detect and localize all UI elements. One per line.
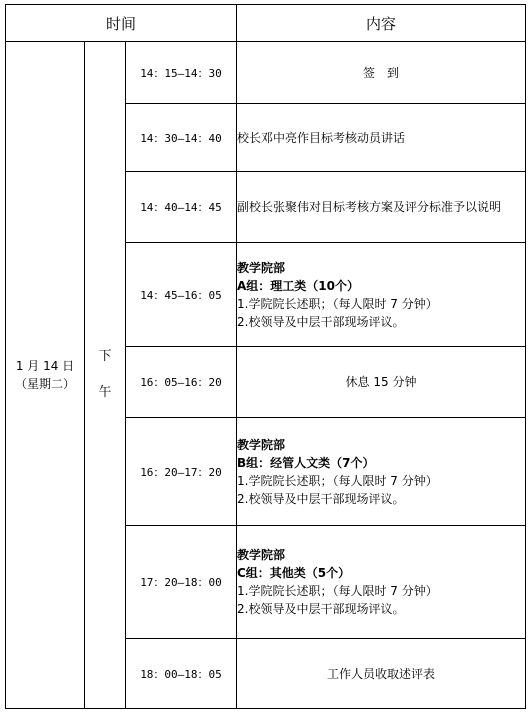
agenda-item: 工作人员收取述评表 — [237, 639, 526, 709]
agenda-item — [237, 418, 526, 526]
date-cell — [6, 42, 85, 709]
agenda-group: C组：其他类（5个） — [237, 566, 351, 580]
agenda-step-2: 2.校领导及中层干部现场评议。 — [237, 602, 405, 616]
agenda-step-2: 2.校领导及中层干部现场评议。 — [237, 491, 405, 506]
agenda-step-2: 2.校领导及中层干部现场评议。 — [237, 314, 405, 329]
header-row — [6, 5, 526, 42]
header-content: 内容 — [237, 5, 526, 42]
agenda-item: 休息 15 分钟 — [237, 347, 526, 418]
agenda-item: 签 到 — [237, 42, 526, 104]
agenda-item: 校长邓中亮作目标考核动员讲话 — [237, 104, 526, 172]
date-day: 1 月 14 日 — [15, 359, 75, 373]
afternoon-char-2: 午 — [98, 385, 112, 400]
time-slot: 14：45—16：05 — [126, 243, 237, 347]
time-slot: 14：40—14：45 — [126, 172, 237, 243]
agenda-step-1: 1.学院院长述职；（每人限时 7 分钟） — [237, 473, 438, 488]
afternoon-cell — [85, 42, 126, 709]
agenda-group: B组：经管人文类（7个） — [237, 455, 375, 470]
time-slot: 16：20—17：20 — [126, 418, 237, 526]
agenda-item — [237, 243, 526, 347]
table-row — [6, 42, 526, 104]
time-slot: 18：00—18：05 — [126, 639, 237, 709]
agenda-title: 教学院部 — [237, 260, 286, 275]
afternoon-char-1: 下 — [98, 349, 112, 364]
time-slot: 14：30—14：40 — [126, 104, 237, 172]
date-weekday: （星期二） — [14, 377, 75, 391]
time-slot: 17：20—18：00 — [126, 526, 237, 639]
agenda-item — [237, 526, 526, 639]
agenda-title: 教学院部 — [237, 548, 286, 562]
schedule-table — [5, 4, 526, 709]
agenda-title: 教学院部 — [237, 437, 286, 452]
agenda-step-1: 1.学院院长述职；（每人限时 7 分钟） — [237, 584, 438, 598]
header-time: 时间 — [6, 5, 237, 42]
time-slot: 16：05—16：20 — [126, 347, 237, 418]
time-slot: 14：15—14：30 — [126, 42, 237, 104]
agenda-group: A组：理工类（10个） — [237, 278, 359, 293]
agenda-item: 副校长张聚伟对目标考核方案及评分标准予以说明 — [237, 172, 526, 243]
agenda-step-1: 1.学院院长述职；（每人限时 7 分钟） — [237, 296, 438, 311]
